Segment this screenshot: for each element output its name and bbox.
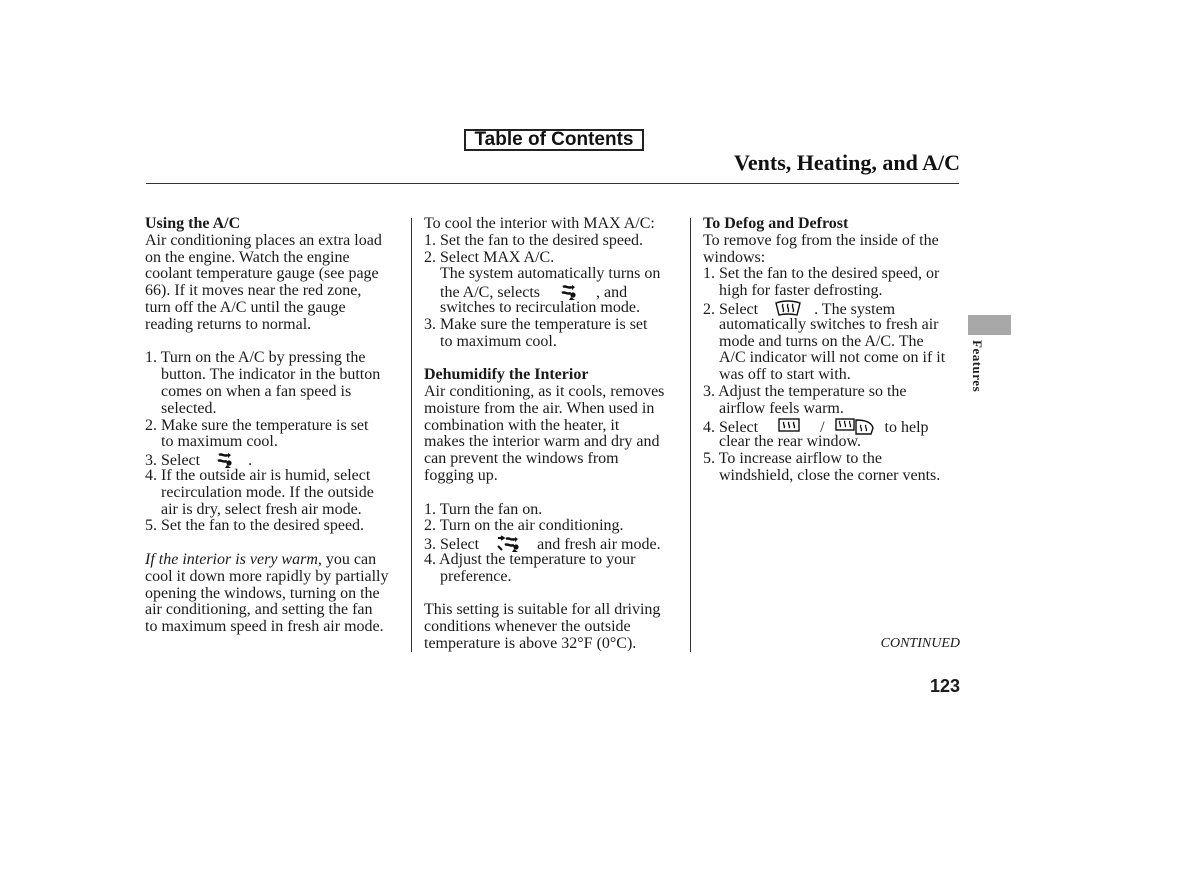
section-tab-label: Features [970, 340, 985, 393]
column-defog-defrost [703, 216, 965, 485]
column-divider-left [411, 218, 412, 652]
step-line: to maximum cool. [440, 332, 557, 350]
step-line [424, 535, 686, 552]
paragraph-line [145, 552, 407, 569]
paragraph-text: you can [321, 550, 377, 568]
column-divider-right [690, 218, 691, 652]
step-line: airflow feels warm. [719, 399, 844, 417]
column-max-ac [424, 216, 686, 653]
step-line: A/C indicator will not come on if it [719, 349, 946, 367]
step-text: and fresh air mode. [537, 536, 661, 554]
section-heading-using-ac: Using the A/C [145, 215, 241, 232]
page-number: 123 [929, 676, 960, 696]
step-line: 2. Select MAX A/C. [424, 248, 555, 266]
step-line: 1. Turn the fan on. [424, 500, 543, 518]
step-line: windshield, close the corner vents. [719, 466, 941, 484]
page-title: Vents, Heating, and A/C [734, 150, 960, 175]
paragraph-line: turn off the A/C until the gauge [145, 298, 346, 316]
paragraph-line: windows: [703, 248, 766, 266]
step-line: 2. Turn on the air conditioning. [424, 517, 624, 535]
paragraph-line: cool it down more rapidly by partially [145, 567, 389, 585]
step-line: 1. Turn on the A/C by pressing the [145, 349, 366, 367]
step-line: 3. Adjust the temperature so the [703, 382, 907, 400]
step-line: was off to start with. [719, 366, 851, 384]
paragraph-line: Air conditioning, as it cools, removes [424, 382, 665, 400]
step-line: 1. Set the fan to the desired speed. [424, 231, 644, 249]
step-line: switches to recirculation mode. [440, 298, 640, 316]
step-line [424, 283, 686, 300]
step-line [703, 300, 965, 317]
paragraph-line: to maximum speed in fresh air mode. [145, 618, 384, 636]
step-line: comes on when a fan speed is [161, 382, 352, 400]
step-line: high for faster defrosting. [719, 282, 883, 300]
paragraph-line: reading returns to normal. [145, 315, 312, 333]
table-of-contents-button[interactable]: Table of Contents [464, 129, 644, 151]
step-text: , and [595, 284, 628, 302]
paragraph-line: temperature is above 32°F (0°C). [424, 634, 637, 652]
step-text: / [820, 418, 825, 436]
step-line: to maximum cool. [161, 433, 278, 451]
paragraph-line: To cool the interior with MAX A/C: [424, 215, 655, 232]
section-heading-defog: To Defog and Defrost [703, 215, 849, 232]
paragraph-line: opening the windows, turning on the [145, 584, 380, 602]
step-line: selected. [161, 399, 217, 417]
paragraph-line: 66). If it moves near the red zone, [145, 282, 362, 300]
step-line: recirculation mode. If the outside [161, 483, 374, 501]
step-line [145, 451, 407, 468]
paragraph-line: Air conditioning places an extra load [145, 231, 382, 249]
step-text: 3. Select [424, 536, 480, 554]
step-line: 1. Set the fan to the desired speed, or [703, 265, 940, 283]
paragraph-line: can prevent the windows from [424, 450, 619, 468]
step-line: clear the rear window. [719, 433, 861, 451]
step-text: to help [884, 418, 929, 436]
paragraph-line: combination with the heater, it [424, 416, 620, 434]
step-line: mode and turns on the A/C. The [719, 332, 924, 350]
step-line: 4. Adjust the temperature to your [424, 550, 636, 568]
paragraph-line: moisture from the air. When used in [424, 399, 655, 417]
step-line: 5. To increase airflow to the [703, 450, 882, 468]
paragraph-line: fogging up. [424, 466, 498, 484]
step-text: 2. Select [703, 300, 759, 318]
step-line: automatically switches to fresh air [719, 315, 939, 333]
step-line: 3. Make sure the temperature is set [424, 315, 648, 333]
step-line: The system automatically turns on [440, 265, 661, 283]
step-line [703, 418, 965, 435]
paragraph-line: This setting is suitable for all driving [424, 601, 661, 619]
step-line: 2. Make sure the temperature is set [145, 416, 369, 434]
emphasis-text: If the interior is very warm, [145, 550, 322, 568]
column-using-ac [145, 216, 407, 636]
continued-note: CONTINUED [880, 636, 960, 651]
step-line: preference. [440, 567, 512, 585]
paragraph-line: on the engine. Watch the engine [145, 248, 350, 266]
paragraph-line: To remove fog from the inside of the [703, 231, 939, 249]
step-text: the A/C, selects [440, 284, 540, 302]
step-text: . [248, 452, 253, 470]
header-divider [146, 183, 959, 184]
step-text: 4. Select [703, 418, 759, 436]
paragraph-line: coolant temperature gauge (see page [145, 265, 379, 283]
step-line: 4. If the outside air is humid, select [145, 466, 371, 484]
step-line: air is dry, select fresh air mode. [161, 500, 362, 518]
step-line: button. The indicator in the button [161, 366, 381, 384]
step-text: 3. Select [145, 452, 201, 470]
step-line: 5. Set the fan to the desired speed. [145, 517, 365, 535]
paragraph-line: conditions whenever the outside [424, 618, 631, 636]
step-text: . The system [814, 300, 896, 318]
section-tab-marker[interactable] [968, 315, 1011, 335]
paragraph-line: air conditioning, and setting the fan [145, 601, 373, 619]
paragraph-line: makes the interior warm and dry and [424, 433, 660, 451]
section-heading-dehumidify: Dehumidify the Interior [424, 366, 589, 384]
